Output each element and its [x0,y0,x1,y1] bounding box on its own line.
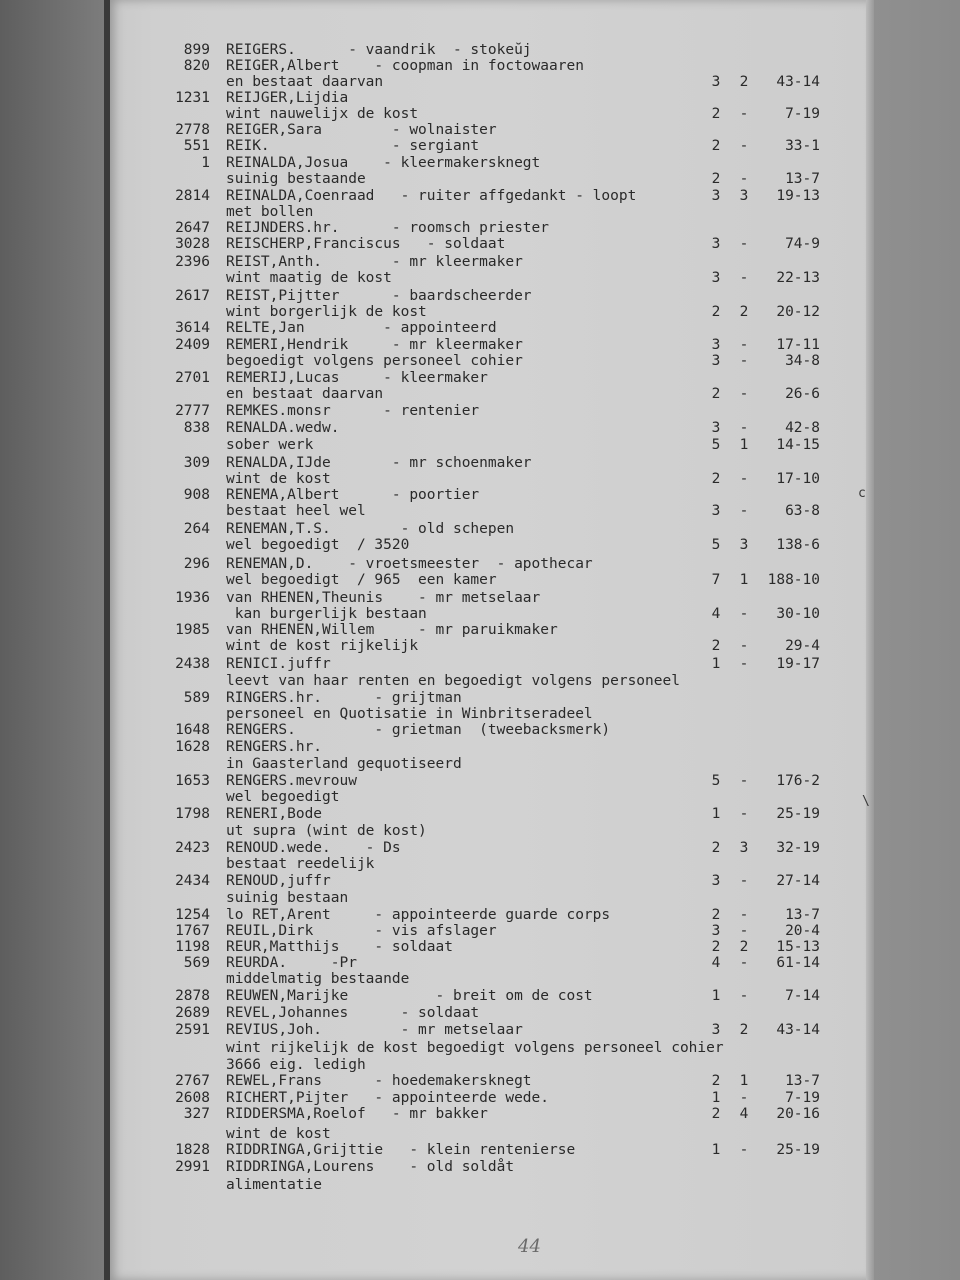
register-line [0,1090,960,1107]
entry-amount: 138-6 [776,537,820,553]
register-line [0,455,960,472]
entry-text: wel begoedigt / 965 een kamer [226,572,497,588]
entry-number: 1254 [175,907,210,923]
entry-text: van RHENEN,Theunis - mr metselaar [226,590,541,606]
entry-text: personeel en Quotisatie in Winbritseradeel [226,706,593,722]
entry-amount: 19-13 [776,188,820,204]
entry-number: 2396 [175,254,210,270]
register-line [0,706,960,723]
entry-class: 7 [711,572,721,588]
entry-amount: 13-7 [785,907,820,923]
entry-text: REUIL,Dirk - vis afslager [226,923,497,939]
entry-text: RELTE,Jan - appointeerd [226,320,497,336]
entry-count: - [739,955,749,971]
register-line [0,1057,960,1074]
entry-count: - [739,656,749,672]
entry-number: 2423 [175,840,210,856]
register-line [0,1159,960,1176]
entry-text: bestaat reedelijk [226,856,375,872]
entry-number: 1828 [175,1142,210,1158]
entry-class: 3 [711,337,721,353]
entry-number: 2617 [175,288,210,304]
entry-amount: 13-7 [785,1073,820,1089]
entry-number: 2777 [175,403,210,419]
entry-amount: 29-4 [785,638,820,654]
register-line [0,220,960,237]
register-line [0,690,960,707]
register-line [0,204,960,221]
entry-number: 1231 [175,90,210,106]
register-line [0,622,960,639]
register-line [0,155,960,172]
register-line [0,673,960,690]
entry-amount: 20-4 [785,923,820,939]
entry-text: REURDA. -Pr [226,955,357,971]
entry-class: 5 [711,437,721,453]
register-line [0,739,960,756]
entry-number: 2814 [175,188,210,204]
entry-number: 1985 [175,622,210,638]
entry-amount: 32-19 [776,840,820,856]
entry-amount: 25-19 [776,1142,820,1158]
entry-number: 296 [183,556,210,572]
entry-class: 3 [711,236,721,252]
entry-text: in Gaasterland gequotiseerd [226,756,462,772]
register-line [0,971,960,988]
entry-text: RENICI.juffr [226,656,331,672]
register-line [0,487,960,504]
entry-text: middelmatig bestaande [226,971,410,987]
entry-text: wel begoedigt [226,789,340,805]
entry-count: 3 [739,537,749,553]
entry-count: - [739,806,749,822]
entry-number: 2778 [175,122,210,138]
entry-text: REVIUS,Joh. - mr metselaar [226,1022,523,1038]
register-line [0,74,960,91]
entry-text: RENEMA,Albert - poortier [226,487,480,503]
register-line [0,288,960,305]
entry-text: REINALDA,Coenraad - ruiter affgedankt - loopt [226,188,637,204]
entry-text: REIST,Pijtter - baardscheerder [226,288,532,304]
entry-text: RIDDERSMA,Roelof - mr bakker [226,1106,488,1122]
entry-count: - [739,503,749,519]
entry-amount: 33-1 [785,138,820,154]
entry-amount: 22-13 [776,270,820,286]
entry-class: 3 [711,873,721,889]
entry-class: 2 [711,1106,721,1122]
entry-text: sober werk [226,437,314,453]
register-line [0,270,960,287]
entry-text: REIGERS. - vaandrik - stokeŭj [226,42,532,58]
entry-text: RENEMAN,T.S. - old schepen [226,521,515,537]
entry-class: 3 [711,74,721,90]
entry-class: 2 [711,1073,721,1089]
entry-text: REMERI,Hendrik - mr kleermaker [226,337,523,353]
register-line [0,42,960,59]
entry-number: 838 [183,420,210,436]
entry-text: en bestaat daarvan [226,74,384,90]
entry-count: - [739,773,749,789]
entry-count: - [739,337,749,353]
entry-count: 1 [739,572,749,588]
entry-text: RENOUD.wede. - Ds [226,840,401,856]
register-line [0,188,960,205]
register-line [0,471,960,488]
register-line [0,572,960,589]
register-line [0,138,960,155]
entry-text: RENOUD,juffr [226,873,331,889]
entry-text: suinig bestaan [226,890,349,906]
register-line [0,1005,960,1022]
entry-number: 1628 [175,739,210,755]
register-line [0,923,960,940]
entry-count: 4 [739,1106,749,1122]
entry-text: wint borgerlijk de kost [226,304,427,320]
entry-text: REMKES.monsr - rentenier [226,403,480,419]
page-number: 44 [518,1236,541,1257]
entry-text: kan burgerlijk bestaan [226,606,427,622]
entry-class: 1 [711,656,721,672]
entry-number: 2878 [175,988,210,1004]
entry-text: bestaat heel wel [226,503,366,519]
entry-class: 3 [711,503,721,519]
entry-amount: 27-14 [776,873,820,889]
register-line [0,370,960,387]
entry-text: lo RET,Arent - appointeerde guarde corps [226,907,611,923]
entry-number: 309 [183,455,210,471]
entry-class: 2 [711,907,721,923]
register-line [0,58,960,75]
register-line [0,1106,960,1123]
entry-class: 3 [711,188,721,204]
entry-amount: 7-19 [785,1090,820,1106]
register-line [0,353,960,370]
entry-amount: 188-10 [767,572,820,588]
entry-class: 2 [711,138,721,154]
entry-class: 4 [711,606,721,622]
entry-count: - [739,1090,749,1106]
entry-amount: 20-16 [776,1106,820,1122]
entry-text: RINGERS.hr. - grijtman [226,690,462,706]
entry-amount: 176-2 [776,773,820,789]
entry-amount: 63-8 [785,503,820,519]
entry-text: wel begoedigt / 3520 [226,537,410,553]
entry-number: 1798 [175,806,210,822]
entry-class: 2 [711,471,721,487]
entry-count: - [739,353,749,369]
register-line [0,756,960,773]
entry-class: 3 [711,270,721,286]
register-line [0,590,960,607]
entry-amount: 34-8 [785,353,820,369]
entry-class: 2 [711,106,721,122]
entry-class: 1 [711,1142,721,1158]
register-line [0,556,960,573]
entry-number: 589 [183,690,210,706]
entry-text: met bollen [226,204,314,220]
entry-count: - [739,138,749,154]
entry-count: - [739,1142,749,1158]
entry-class: 3 [711,420,721,436]
register-line [0,503,960,520]
entry-text: wint nauwelijx de kost [226,106,419,122]
entry-count: - [739,420,749,436]
entry-class: 2 [711,939,721,955]
register-line [0,320,960,337]
entry-text: REUR,Matthijs - soldaat [226,939,453,955]
entry-amount: 43-14 [776,74,820,90]
entry-class: 3 [711,923,721,939]
entry-text: REIST,Anth. - mr kleermaker [226,254,523,270]
entry-count: 3 [739,188,749,204]
entry-text: RICHERT,Pijter - appointeerde wede. [226,1090,550,1106]
entry-text: RENALDA.wedw. [226,420,340,436]
register-line [0,1022,960,1039]
entry-text: RENALDA,IJde - mr schoenmaker [226,455,532,471]
entry-text: 3666 eig. ledigh [226,1057,366,1073]
entry-text: RIDDRINGA,Lourens - old soldåt [226,1159,515,1175]
register-line [0,873,960,890]
entry-number: 1198 [175,939,210,955]
entry-number: 2991 [175,1159,210,1175]
entry-text: REWEL,Frans - hoedemakersknegt [226,1073,532,1089]
entry-number: 820 [183,58,210,74]
entry-number: 1653 [175,773,210,789]
entry-text: wint de kost [226,471,331,487]
register-line [0,337,960,354]
register-line [0,638,960,655]
entry-text: REIGER,Albert - coopman in foctowaaren [226,58,584,74]
entry-count: 2 [739,939,749,955]
entry-number: 2689 [175,1005,210,1021]
entry-class: 3 [711,1022,721,1038]
entry-text: RENERI,Bode [226,806,323,822]
entry-text: REIGER,Sara - wolnaister [226,122,497,138]
entry-amount: 19-17 [776,656,820,672]
margin-mark: \ [862,794,870,809]
register-line [0,806,960,823]
entry-count: - [739,988,749,1004]
register-line [0,537,960,554]
entry-amount: 26-6 [785,386,820,402]
entry-text: REMERIJ,Lucas - kleermaker [226,370,488,386]
register-line [0,1040,960,1057]
register-line [0,988,960,1005]
entry-count: 1 [739,437,749,453]
register-line [0,939,960,956]
register-line [0,106,960,123]
register-line [0,122,960,139]
entry-text: REISCHERP,Franciscus - soldaat [226,236,506,252]
entry-text: wint de kost [226,1126,331,1142]
register-line [0,606,960,623]
entry-amount: 61-14 [776,955,820,971]
register-line [0,1177,960,1194]
entry-count: - [739,471,749,487]
register-line [0,386,960,403]
entry-amount: 7-14 [785,988,820,1004]
entry-amount: 13-7 [785,171,820,187]
entry-text: wint rijkelijk de kost begoedigt volgens personeel cohier [226,1040,724,1056]
entry-amount: 74-9 [785,236,820,252]
entry-number: 2434 [175,873,210,889]
entry-count: - [739,923,749,939]
entry-text: en bestaat daarvan [226,386,384,402]
entry-class: 2 [711,840,721,856]
entry-text: ut supra (wint de kost) [226,823,427,839]
entry-amount: 17-10 [776,471,820,487]
entry-number: 1767 [175,923,210,939]
entry-text: wint maatig de kost [226,270,392,286]
register-line [0,955,960,972]
entry-number: 2647 [175,220,210,236]
entry-class: 2 [711,638,721,654]
entry-number: 2591 [175,1022,210,1038]
entry-class: 2 [711,171,721,187]
entry-count: 3 [739,840,749,856]
entry-count: - [739,106,749,122]
register-line [0,403,960,420]
register-line [0,1126,960,1143]
register-line [0,437,960,454]
entry-class: 1 [711,806,721,822]
entry-text: leevt van haar renten en begoedigt volgens personeel [226,673,680,689]
register-line [0,1073,960,1090]
entry-text: suinig bestaande [226,171,366,187]
entry-count: - [739,907,749,923]
register-line [0,1142,960,1159]
entry-amount: 42-8 [785,420,820,436]
entry-count: 1 [739,1073,749,1089]
entry-number: 1648 [175,722,210,738]
entry-number: 551 [183,138,210,154]
entry-text: RENGERS.hr. [226,739,323,755]
entry-amount: 43-14 [776,1022,820,1038]
entry-class: 2 [711,386,721,402]
entry-text: RENGERS.mevrouw [226,773,357,789]
entry-class: 1 [711,1090,721,1106]
entry-amount: 17-11 [776,337,820,353]
entry-class: 5 [711,537,721,553]
entry-number: 1936 [175,590,210,606]
entry-class: 1 [711,988,721,1004]
entry-text: REUWEN,Marijke - breit om de cost [226,988,593,1004]
entry-count: 2 [739,1022,749,1038]
entry-class: 2 [711,304,721,320]
entry-class: 5 [711,773,721,789]
entry-number: 899 [183,42,210,58]
entry-number: 3614 [175,320,210,336]
register-line [0,656,960,673]
register-line [0,773,960,790]
margin-mark: c [858,486,866,501]
register-line [0,420,960,437]
entry-text: REINALDA,Josua - kleermakersknegt [226,155,541,171]
register-line [0,907,960,924]
entry-count: - [739,171,749,187]
entry-text: REIJNDERS.hr. - roomsch priester [226,220,550,236]
register-line [0,722,960,739]
entry-number: 2767 [175,1073,210,1089]
entry-class: 3 [711,353,721,369]
register-line [0,840,960,857]
entry-number: 569 [183,955,210,971]
entry-amount: 25-19 [776,806,820,822]
entry-count: - [739,386,749,402]
entry-amount: 15-13 [776,939,820,955]
register-line [0,823,960,840]
entry-text: van RHENEN,Willem - mr paruikmaker [226,622,558,638]
entry-number: 2409 [175,337,210,353]
register-line [0,890,960,907]
register-line [0,171,960,188]
entry-count: - [739,873,749,889]
entry-number: 327 [183,1106,210,1122]
entry-amount: 30-10 [776,606,820,622]
entry-number: 1 [201,155,210,171]
register-line [0,90,960,107]
entry-text: alimentatie [226,1177,323,1193]
entry-text: begoedigt volgens personeel cohier [226,353,523,369]
entry-number: 2438 [175,656,210,672]
register-line [0,236,960,253]
register-line [0,521,960,538]
register-line [0,304,960,321]
entry-count: - [739,638,749,654]
register-line [0,254,960,271]
entry-count: 2 [739,304,749,320]
entry-count: - [739,606,749,622]
register-line [0,856,960,873]
entry-text: REIK. - sergiant [226,138,480,154]
entry-number: 2701 [175,370,210,386]
entry-number: 2608 [175,1090,210,1106]
entry-text: RIDDRINGA,Grijttie - klein rentenierse [226,1142,576,1158]
entry-class: 4 [711,955,721,971]
entry-number: 908 [183,487,210,503]
entry-number: 264 [183,521,210,537]
entry-count: - [739,236,749,252]
entry-amount: 20-12 [776,304,820,320]
entry-text: REIJGER,Lijdia [226,90,349,106]
register-line [0,789,960,806]
entry-amount: 14-15 [776,437,820,453]
entry-text: wint de kost rijkelijk [226,638,419,654]
entry-amount: 7-19 [785,106,820,122]
entry-count: 2 [739,74,749,90]
entry-text: REVEL,Johannes - soldaat [226,1005,480,1021]
entry-text: RENEMAN,D. - vroetsmeester - apothecar [226,556,593,572]
entry-text: RENGERS. - grietman (tweebacksmerk) [226,722,611,738]
entry-number: 3028 [175,236,210,252]
entry-count: - [739,270,749,286]
